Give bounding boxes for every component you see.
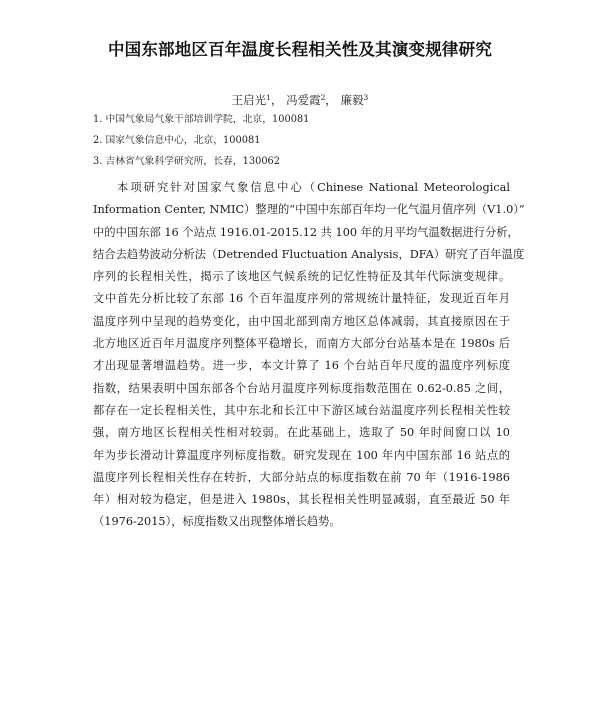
author-list: [0, 92, 600, 108]
affiliation-line: 1. 中国气象局气象干部培训学院，北京，100081: [93, 114, 310, 125]
affiliation-line: 2. 国家气象信息中心，北京，100081: [93, 135, 261, 146]
author-name: 廉毅: [340, 93, 364, 107]
abstract-line: 强，南方地区长程相关性相对较弱。在此基础上，选取了 50 年时间窗口以 10: [93, 426, 510, 440]
abstract-line: 结合去趋势波动分析法（Detrended Fluctuation Analysis，DFA）研究了百年温度: [93, 247, 525, 261]
abstract-line: 中的中国东部 16 个站点 1916.01-2015.12 共 100 年的月平均气温数据进行分析，: [93, 225, 519, 239]
abstract-line: 才出现显著增温趋势。进一步，本文计算了 16 个台站百年尺度的温度序列标度: [93, 359, 510, 373]
abstract-line: 北方地区近百年月温度序列整体平稳增长，而南方大部分台站基本是在 1980s 后: [93, 337, 510, 351]
abstract-body: [93, 181, 525, 538]
abstract-line: 指数，结果表明中国东部各个台站月温度序列标度指数范围在 0.62-0.85 之间，: [93, 381, 510, 395]
abstract-line: 本项研究针对国家气象信息中心（Chinese National Meteorological: [117, 181, 510, 194]
author-affiliation-mark: 1: [266, 93, 271, 102]
abstract-line: Information Center, NMIC）整理的“中国中东部百年均一化气温月值序列（V1.0）”: [93, 203, 525, 217]
author-separator: ，: [325, 93, 337, 107]
abstract-line: 序列的长程相关性，揭示了该地区气候系统的记忆性特征及其年代际演变规律。: [93, 270, 510, 284]
abstract-line: （1976-2015），标度指数又出现整体增长趋势。: [93, 515, 341, 529]
author-separator: ，: [270, 93, 283, 107]
affiliation-list: [93, 114, 513, 177]
abstract-line: 年）相对较为稳定，但是进入 1980s，其长程相关性明显减弱，直至最近 50 年: [93, 493, 510, 507]
author-name: 王启光: [231, 93, 267, 107]
abstract-line: 都存在一定长程相关性，其中东北和长江中下游区域台站温度序列长程相关性较: [93, 403, 510, 417]
author-affiliation-mark: 3: [363, 93, 369, 102]
abstract-line: 年为步长滑动计算温度序列标度指数。研究发现在 100 年内中国东部 16 站点的: [93, 448, 510, 462]
abstract-line: 温度序列中呈现的趋势变化，由中国北部到南方地区总体减弱，其直接原因在于: [93, 314, 510, 328]
affiliation-line: 3. 吉林省气象科学研究所，长春，130062: [93, 156, 281, 167]
author-affiliation-mark: 2: [320, 93, 326, 102]
abstract-line: 文中首先分析比较了东部 16 个百年温度序列的常规统计量特征，发现近百年月: [93, 292, 510, 306]
abstract-line: 温度序列长程相关性存在转折，大部分站点的标度指数在前 70 年（1916-1986: [93, 470, 510, 484]
paper-title: 中国东部地区百年温度长程相关性及其演变规律研究: [107, 40, 493, 59]
author-name: 冯爱霞: [286, 93, 321, 107]
